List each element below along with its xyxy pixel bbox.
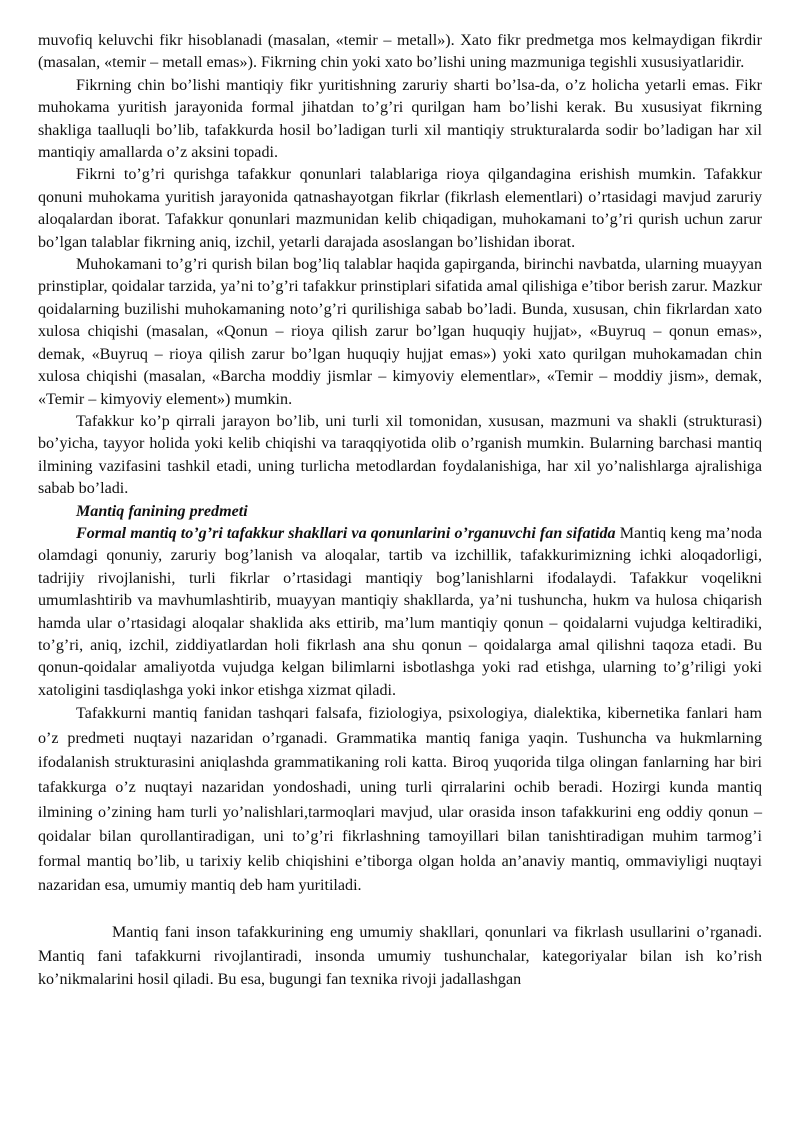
- section-heading: Mantiq fanining predmeti: [76, 502, 248, 520]
- paragraph-last: Mantiq fani inson tafakkurining eng umumiy shakllari, qonunlari va fikrlash usullarini o’rganadi. Mantiq fani tafakkurni rivojlantiradi, insonda umumiy tushunchalar, kategoriyalar bilan ish ko’rish ko’nikmalarini hosil qiladi. Bu esa, bugungi fan texnika rivoji jadallashgan: [38, 923, 762, 989]
- paragraph-3: Fikrni to’g’ri qurishga tafakkur qonunlari talablariga rioya qilgandagina erishish mumkin. Tafakkur qonuni muhokama yuritish jarayonida qatnashayotgan fikrlar (fikrlash elementlari) o’rtasidagi mavjud zaruriy aloqalardan iborat. Tafakkur qonunlari mazmunidan kelib chiqadigan, muhokamani to’g’ri qurish uchun zarur bo’lgan talablar fikrning aniq, izchil, yetarli darajada asoslangan bo’lishidan iborat.: [38, 166, 762, 251]
- paragraph-sciences: Tafakkurni mantiq fanidan tashqari falsafa, fiziologiya, psixologiya, dialektika, kibernetika fanlari ham o’z predmeti nuqtayi nazaridan o’rganadi. Grammatika mantiq faniga yaqin. Tushuncha va hukmlarning ifodalanish strukturasini aniqlashda grammatikaning roli katta. Biroq yuqorida tilga olingan fanlarning har biri tafakkurga o’z nuqtayi nazaridan yondoshadi, uning turli qirralarini ochib beradi. Hozirgi kunda mantiq ilmining o’zining ham turli yo’nalishlari,tarmoqlari mavjud, ular orasida inson tafakkurini eng oddiy qonun – qoidalar bilan qurollantiradigan, uni to’g’ri fikrlashning tamoyillari bilan tanishtiradigan muhim tarmog’i formal mantiq bo’lib, u tarixiy kelib chiqishini e’tiborga olgan holda an’anaviy mantiq, ommaviyligi nuqtayi nazaridan esa, umumiy mantiq deb ham yuritiladi.: [38, 705, 762, 895]
- paragraph-5: Tafakkur ko’p qirrali jarayon bo’lib, uni turli xil tomonidan, xususan, mazmuni va shakli (strukturasi) bo’yicha, tayyor holida yoki kelib chiqishi va taraqqiyotida olib o’rganish mumkin. Bularning barchasi mantiq ilmining vazifasini tashkil etadi, uning turlicha metodlardan foydalanishiga, har xil yo’nalishlarga ajralishiga sabab bo’ladi.: [38, 412, 762, 498]
- definition-paragraph: [38, 523, 762, 702]
- definition-lead: Formal mantiq to’g’ri tafakkur shakllari va qonunlarini o’rganuvchi fan sifatida: [76, 524, 616, 542]
- paragraph-2: Fikrning chin bo’lishi mantiqiy fikr yuritishning zaruriy sharti bo’lsa-da, o’z holicha yetarli emas. Fikr muhokama yuritish jarayonida formal jihatdan to’g’ri qurilgan ham bo’lishi kerak. Bu xususiyat fikrning shakliga taalluqli bo’lib, tafakkurda hosil bo’ladigan turli xil mantiqiy strukturalarda sodir bo’ladigan har xil mantiqiy amallarda o’z aksini topadi.: [38, 76, 762, 162]
- paragraph-gap: [38, 899, 762, 921]
- paragraph-1: muvofiq keluvchi fikr hisoblanadi (masalan, «temir – metall»). Xato fikr predmetga mos kelmaydigan fikrdir (masalan, «temir – metall emas»). Fikrning chin yoki xato bo’lishi uning mazmuniga tegishli xususiyatlaridir.: [38, 32, 762, 72]
- paragraph-4: Muhokamani to’g’ri qurish bilan bog’liq talablar haqida gapirganda, birinchi navbatda, ularning muayyan prinstiplar, qoidalar tarzida, ya’ni to’g’ri tafakkur prinstiplari sifatida amal qilishiga e’tibor berish zarur. Mazkur qoidalarning buzilishi muhokamaning noto’g’ri qurilishiga sabab bo’ladi. Bunda, xususan, chin fikrlardan xato xulosa chiqishi (masalan, «Qonun – rioya qilish zarur bo’lgan huquqiy hujjat», «Buyruq – qonun emas», demak, «Buyruq – rioya qilish zarur bo’lgan huquqiy hujjat emas») yoki xato qurilgan muhokamadan chin xulosa chiqishi (masalan, «Barcha moddiy jismlar – kimyoviy elementlar», «Temir – moddiy jism», demak, «Temir – kimyoviy element») mumkin.: [38, 256, 762, 408]
- definition-body: Mantiq keng ma’noda olamdagi qonuniy, zaruriy bog’lanish va aloqalar, tartib va izchillik, tafakkurimizning ichki aloqadorligi, tadrijiy rivojlanishi, turli fikrlar o’rtasidagi mantiqiy bog’lanishlarni ifodalaydi. Tafakkur voqelikni umumlashtirib va mavhumlashtirib, muayyan mantiqiy shakllarda, ya’ni tushuncha, hukm va hulosa chiqarish hamda ular o’rtasidagi aloqalar shaklida aks ettirib, ma’lum mantiqiy qonun – qoidalarni vujudga keltiradiki, to’g’ri, aniq, izchil, ziddiyatlardan holi fikrlash ana shu qonun – qoidalarga amal qilishni taqoza etadi. Bu qonun-qoidalar amaliyotda vujudga kelgan bilimlarni isbotlashga yoki rad etishga, ularning to’g’riligi yoki xatoligini tasdiqlashga yoki inkor etishga xizmat qiladi.: [38, 524, 763, 699]
